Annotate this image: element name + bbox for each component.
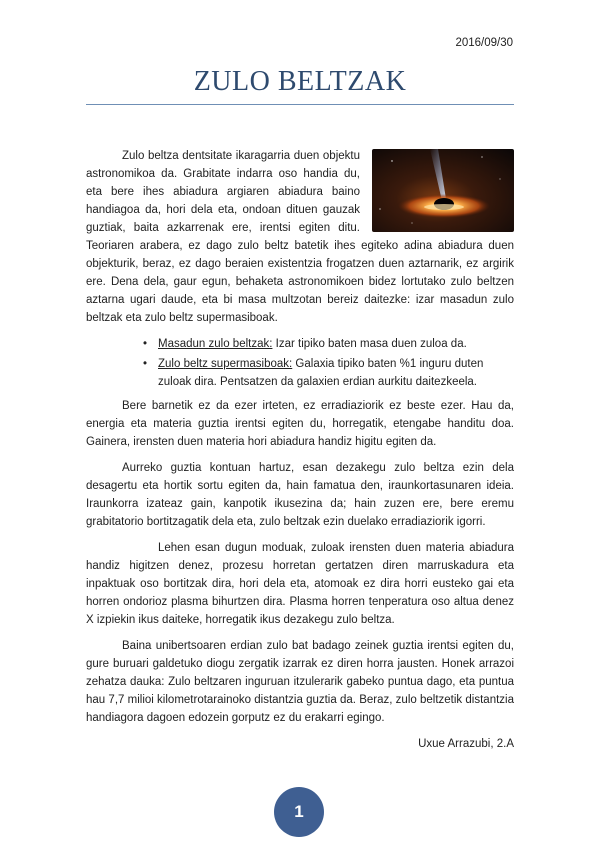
black-hole-illustration-icon <box>372 149 514 232</box>
paragraph-intro <box>86 147 514 327</box>
black-hole-image <box>372 149 514 232</box>
bullet-icon: • <box>143 358 148 370</box>
list-item-term: Masadun zulo beltzak: <box>158 338 273 350</box>
list-item <box>143 355 514 391</box>
page-title: ZULO BELTZAK <box>193 66 407 97</box>
list-item-term: Zulo beltz supermasiboak: <box>158 358 293 370</box>
paragraph-intro-text: Zulo beltza dentsitate ikaragarria duen objektu astronomikoa da. Grabitate indarra oso handia du, eta bere ihes abiadura argiaren abiadura baino handiagoa da, hori dela eta, ondoan dituen gauzak guztiak, baita azkarrenak ere, irentsi egiten ditu. Teoriaren arabera, ez dago zulo beltz batetik ihes egiteko adina abiadura duen objekturik, beraz, ez dago beraien existentzia frogatzen duen aztarnarik, ez argirik ere. Dena dela, gaur egun, behaketa astronomikoen bidez lortutako zulo beltzen aztarna ugari daude, eta bi masa multzotan bereiz daitezke: izar masadun zulo beltzak eta zulo beltz supermasiboak. <box>86 150 514 324</box>
paragraph-plasma: Lehen esan dugun moduak, zuloak irensten duen materia abiadura handiz higitzen denez, prozesu horretan gertatzen diren marruskadura eta inpaktuak oso bortitzak dira, hori dela eta, atomoak ez dira horri eusteko gai eta horren ondorioz plasma bihurtzen dira. Plasma horren tenperatura oso altua denez X izpiekin ikus daiteke, horregatik ikus dezakegu zulo beltza. <box>86 542 514 626</box>
black-hole-types-list <box>86 335 514 391</box>
author-signature: Uxue Arrazubi, 2.A <box>418 738 514 750</box>
list-item <box>143 335 514 353</box>
list-item-text: Galaxia tipiko baten %1 inguru duten zuloak dira. Pentsatzen da galaxien erdian aurkitu daitezkeela. <box>158 358 484 388</box>
list-item-text: Izar tipiko baten masa duen zuloa da. <box>272 338 467 350</box>
document-body <box>86 147 514 753</box>
paragraph-event-horizon: Baina unibertsoaren erdian zulo bat badago zeinek guztia irentsi egiten du, gure buruari galdetuko diogu zergatik izarrak ez diren horra jausten. Honek arrazoi zehatza dauka: Zulo beltzaren inguruan itzulerarik gabeko puntua dago, eta puntua hau 7,7 milioi kilometrotarainoko distantzia guztia da. Beraz, zulo beltzetik distantzia handiagora dagoen edozein gorputz ez du erakarri egingo. <box>86 640 514 724</box>
title-divider <box>86 104 514 105</box>
paragraph-energy: Bere barnetik ez da ezer irteten, ez erradiaziorik ez beste ezer. Hau da, energia eta materia guztia irentsi egiten du, horregatik, etengabe handitu doa. Gainera, irensten duen materia hori abiadura handiz higitu egiten da. <box>86 400 514 448</box>
bullet-icon: • <box>143 338 148 350</box>
page-number-badge: 1 <box>274 787 324 837</box>
document-date: 2016/09/30 <box>455 37 513 49</box>
paragraph-permanence: Aurreko guztia kontuan hartuz, esan dezakegu zulo beltza ezin dela desagertu eta hortik sortu egiten da, hain famatua den, iraunkortasunaren ideia. Iraunkorra izateaz gain, kanpotik ikusezina da; hain zuzen ere, bere eremu grabitatorio bortitzagatik dela eta, zulo beltzak ezin duelako erradiaziorik igorri. <box>86 462 514 528</box>
